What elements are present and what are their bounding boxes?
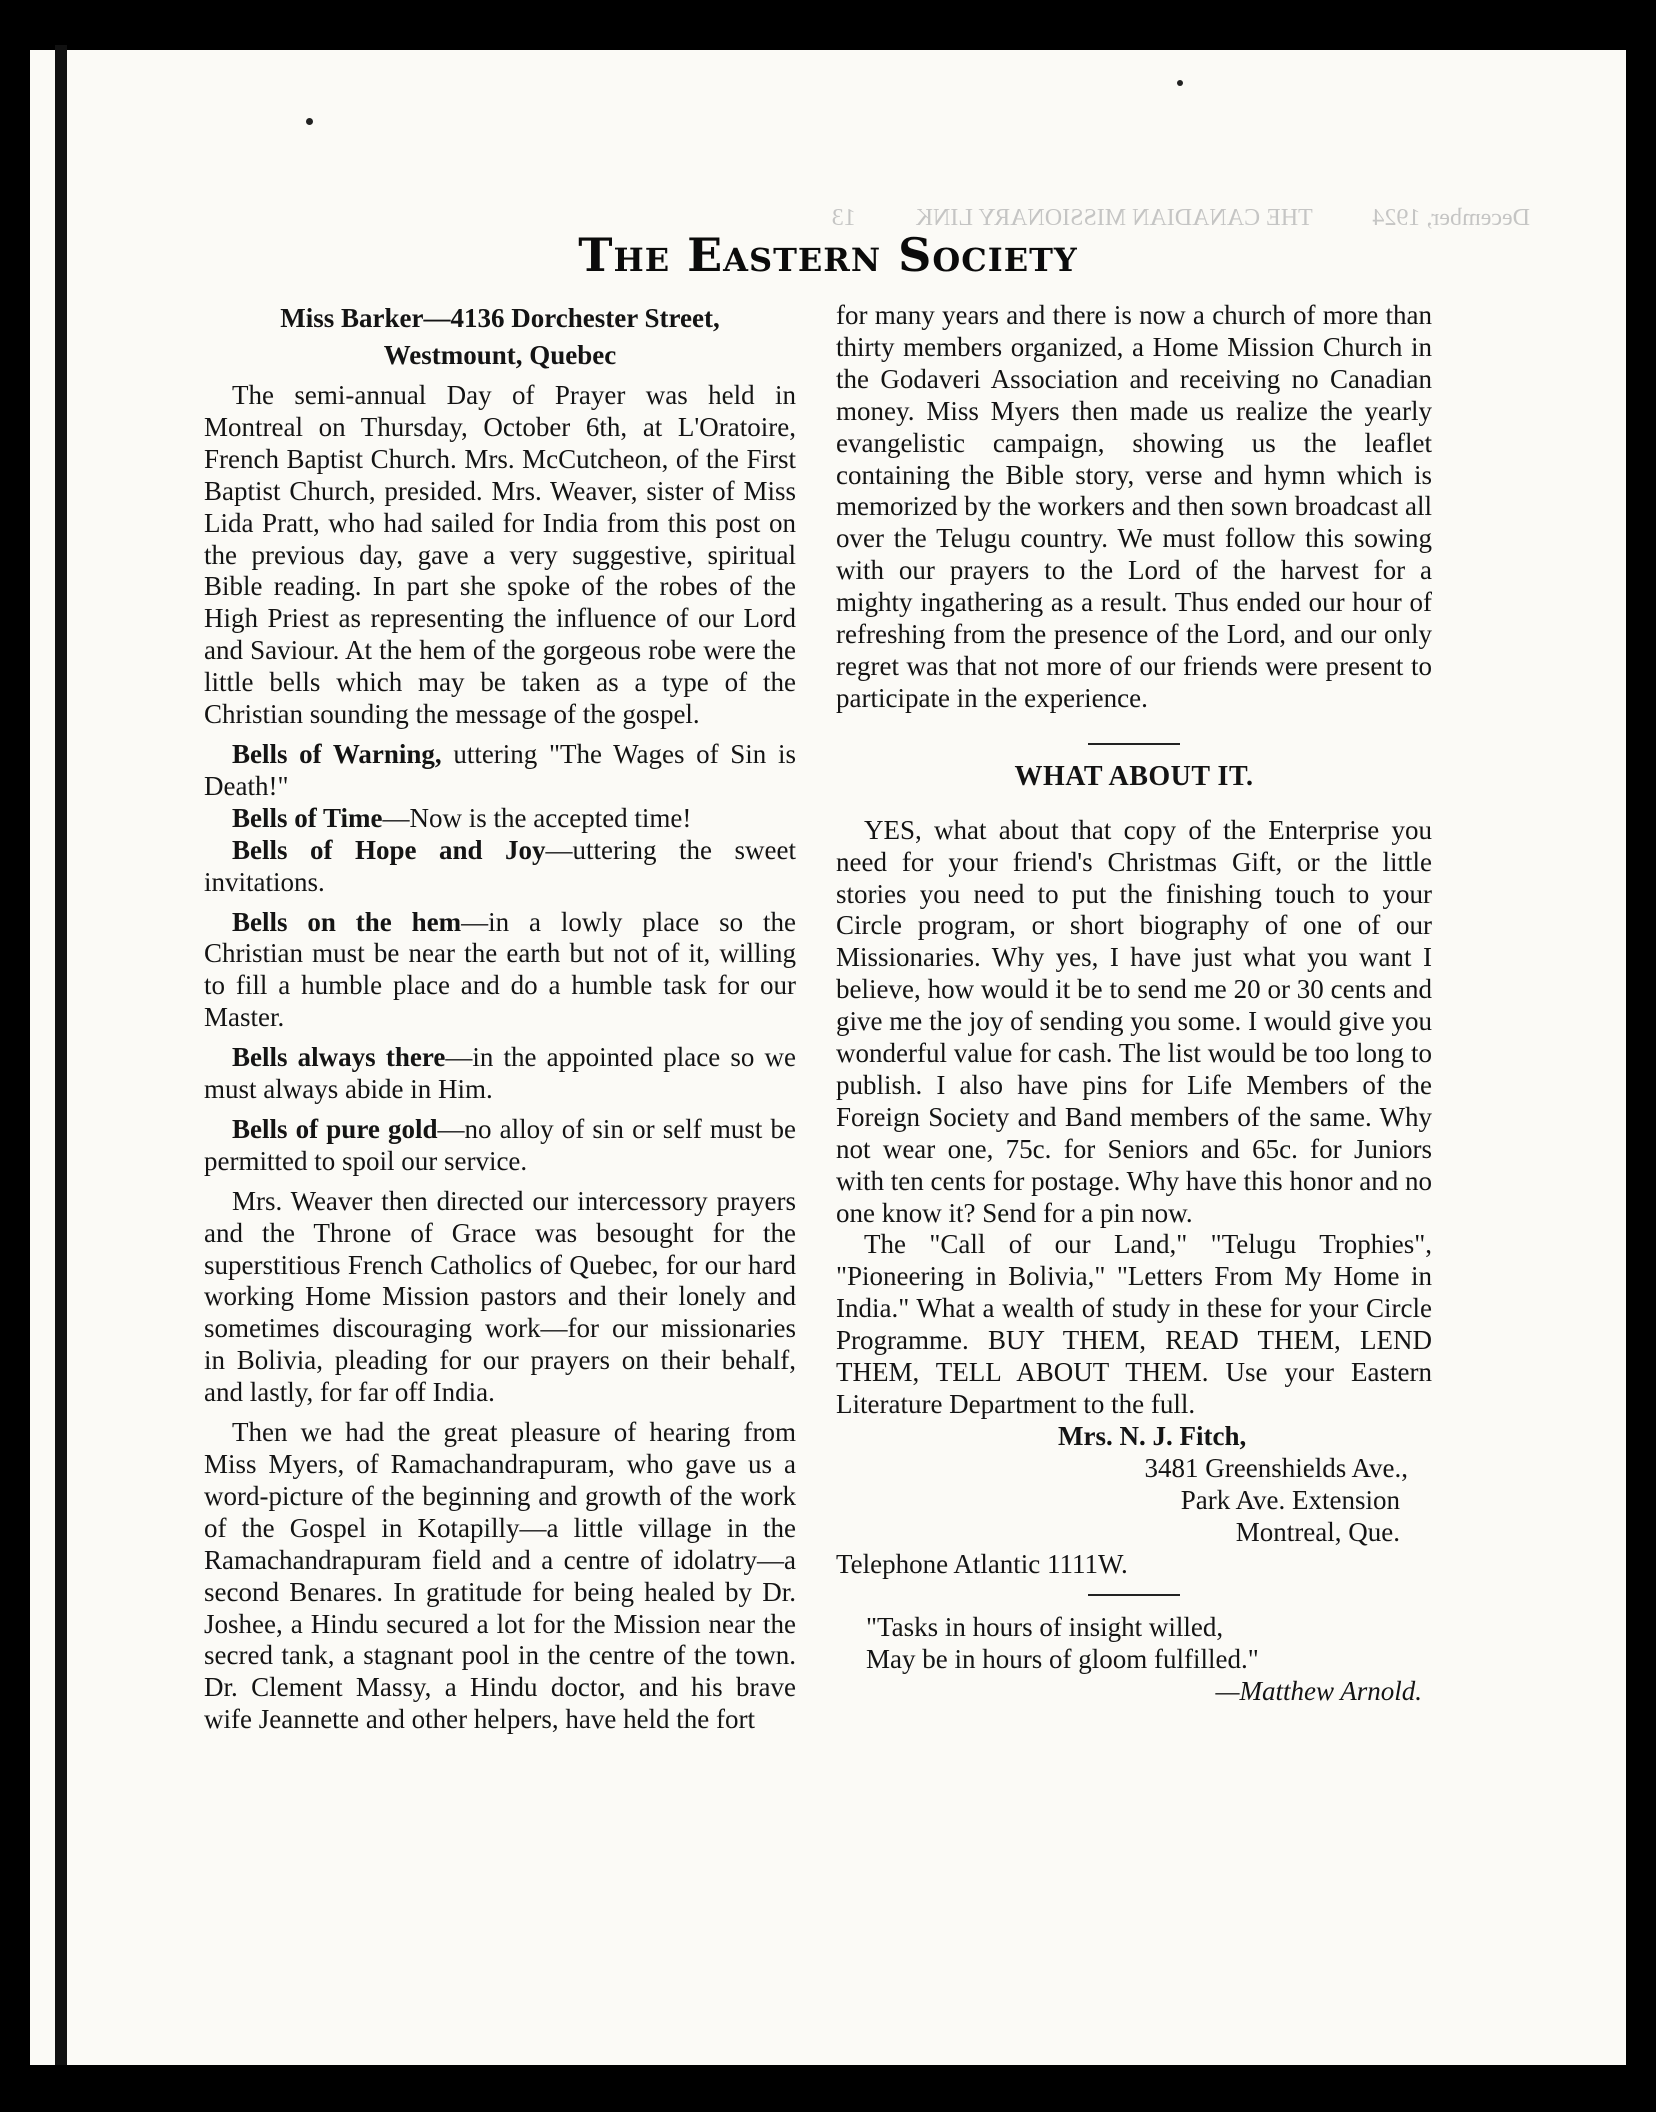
right-column xyxy=(836,300,1432,1708)
bells-text: —Now is the accepted time! xyxy=(382,802,692,833)
section-divider xyxy=(1088,743,1180,745)
bells-lead: Bells on the hem xyxy=(232,906,462,937)
bleed-through-header: December, 1924 THE CANADIAN MISSIONARY LINK 13 xyxy=(831,205,1530,231)
quote-author: —Matthew Arnold. xyxy=(1215,1676,1422,1707)
paragraph-continued: for many years and there is now a church of more than thirty members organized, a Home Mission Church in the Godaveri Association and receiving no Canadian money. Miss Myers then made us realize the yearly evangelistic campaign, showing us the leaflet containing the Bible story, verse and hymn which is memorized by the workers and then sown broadcast all over the Telugu country. We must follow this sowing with our prayers to the Lord of the harvest for a mighty ingathering as a result. Thus ended our hour of refreshing from the presence of the Lord, and our only regret was that not more of our friends were present to participate in the experience. xyxy=(836,300,1432,713)
paragraph: YES, what about that copy of the Enterprise you need for your friend's Christmas Gift, or the little stories you need to put the finishing touch to your Circle program, or short biography of one of our Missionaries. Why yes, I have just what you want I believe, how would it be to send me 20 or 30 cents and give me the joy of sending you some. I would give you wonderful value for cash. The list would be too long to publish. I also have pins for Life Members of the Foreign Society and Band members of the same. Why not wear one, 75c. for Seniors and 65c. for Juniors with ten cents for postage. Why have this honor and no one know it? Send for a pin now. xyxy=(836,814,1432,1228)
bells-text: —no alloy of sin or self must be permitted to spoil our service. xyxy=(204,1113,796,1176)
paragraph-text: The semi-annual Day of Prayer was held in Montreal on Thursday, October 6th, at L'Oratoire, French Baptist Church. Mrs. McCutcheon, of the First Baptist Church, presided. Mrs. Weaver, sister of Miss Lida Pratt, who had sailed for India from this post on the previous day, gave a very suggestive, spiritual Bible reading. In part she spoke of the robes of the High Priest as representing the influence of our Lord and Saviour. At the hem of the gorgeous robe were the little bells which may be taken as a type of the Christian sounding the message of the gospel. xyxy=(204,380,796,730)
bells-paragraph xyxy=(204,835,796,899)
paragraph xyxy=(204,380,796,731)
bells-text: —in the appointed place so we must always abide in Him. xyxy=(204,1042,797,1105)
signature-address-line: Park Ave. Extension xyxy=(1180,1484,1400,1515)
bells-lead: Bells of Hope and Joy xyxy=(232,834,546,865)
paragraph-text: Mrs. Weaver then directed our intercessory prayers and the Throne of Grace was besought for the superstitious French Catholics of Quebec, for our hard working Home Mission pastors and their lonely and sometimes discouraging work—for our missionaries in Bolivia, pleading for our prayers on their behalf, and lastly, for far off India. xyxy=(204,1185,796,1408)
bells-lead: Bells of pure gold xyxy=(232,1113,438,1144)
scan-speck xyxy=(306,118,313,125)
signature-phone: Telephone Atlantic 1111W. xyxy=(836,1548,1128,1579)
bells-paragraph xyxy=(204,1042,796,1106)
quote-line: "Tasks in hours of insight willed, xyxy=(866,1612,1224,1643)
bells-paragraph xyxy=(204,1114,796,1178)
scan-speck xyxy=(1177,80,1183,86)
address-line-2: Westmount, Quebec xyxy=(383,340,617,370)
address-block xyxy=(204,300,796,374)
address-line-1: Miss Barker—4136 Dorchester Street, xyxy=(280,303,720,333)
left-column xyxy=(204,300,796,1736)
bells-text: —uttering the sweet invitations. xyxy=(204,834,796,897)
signature-address-line: 3481 Greenshields Ave., xyxy=(1144,1452,1408,1483)
signature-address-line: Montreal, Que. xyxy=(1235,1516,1400,1547)
paragraph xyxy=(204,1417,796,1736)
paragraph-text: Then we had the great pleasure of hearing from Miss Myers, of Ramachandrapuram, who gave us a word-picture of the beginning and growth of the work of the Gospel in Kotapilly—a little village in the Ramachandrapuram field and a centre of idolatry—a second Benares. In gratitude for being healed by Dr. Joshee, a Hindu secured a lot for the Mission near the secred tank, a stagnant pool in the centre of the town. Dr. Clement Massy, a Hindu doctor, and his brave wife Jeannette and other helpers, have held the fort xyxy=(204,1417,796,1735)
bells-lead: Bells of Warning, xyxy=(232,738,442,769)
bells-paragraph xyxy=(204,803,796,835)
masthead-title: The Eastern Society xyxy=(578,228,1078,282)
page-spine-edge xyxy=(55,45,67,2065)
paragraph xyxy=(204,1186,796,1409)
bells-paragraph xyxy=(204,907,796,1035)
quote-block xyxy=(836,1612,1432,1676)
quote-line: May be in hours of gloom fulfilled." xyxy=(866,1644,1259,1675)
bells-text: uttering "The Wages of Sin is Death!" xyxy=(204,738,796,801)
bells-lead: Bells of Time xyxy=(232,802,383,833)
section-divider xyxy=(1088,1594,1180,1596)
paragraph: The "Call of our Land," "Telugu Trophies", "Pioneering in Bolivia," "Letters From My Home in India." What a wealth of study in these for your Circle Programme. BUY THEM, READ THEM, LEND THEM, TELL ABOUT THEM. Use your Eastern Literature Department to the full. xyxy=(836,1229,1432,1419)
signature-name: Mrs. N. J. Fitch, xyxy=(1058,1420,1247,1451)
bells-lead: Bells always there xyxy=(232,1042,446,1073)
section-heading: WHAT ABOUT IT. xyxy=(1014,760,1254,792)
bells-text: —in a lowly place so the Christian must be near the earth but not of it, willing to fill a humble place and do a humble task for our Master. xyxy=(204,906,796,1033)
bells-paragraph xyxy=(204,739,796,803)
